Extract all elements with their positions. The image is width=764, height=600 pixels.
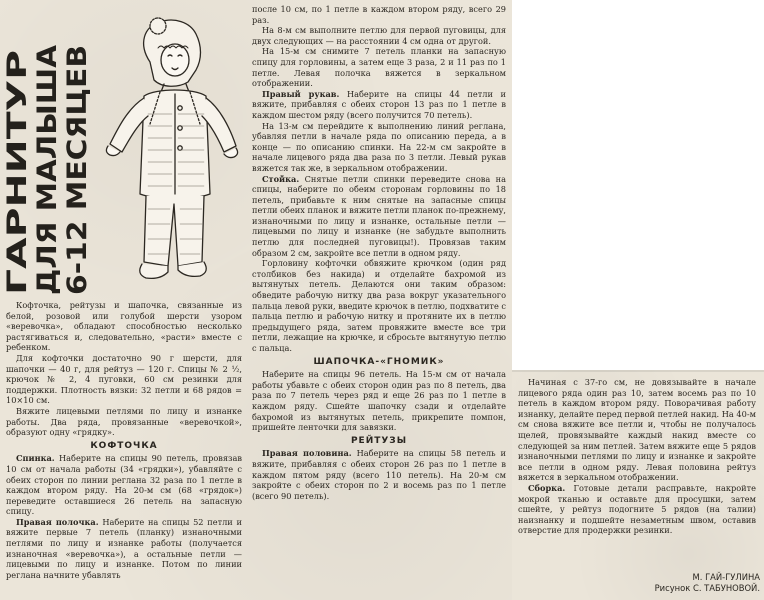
title-line-3: 6-12 МЕСЯЦЕВ bbox=[62, 68, 93, 295]
polochka-lead: Правая полочка. bbox=[16, 516, 99, 527]
column-left bbox=[6, 300, 242, 580]
right-paragraph-1: Начиная с 37-го см, не довязывайте в начале лицевого ряда один раз 10, затем восемь раз по 10 петель в каждом втором ряду. Поворачивая работу изнанку, делайте перед первой петлей накид. На 40-м см снова вяжите все петли и, чтобы не получалось щелей, провязывайте каждый накид вместе со следующей за ним петлей. Затем вяжите еще 5 рядов изнаночными петлями по лицу и изнанке и закройте все петли в одном ряду. Левая половина рейтуз вяжется в зеркальном отображении. bbox=[518, 377, 756, 483]
sborka-text: Готовые детали расправьте, накройте мокрой тканью и оставьте для просушки, затем сшейте, у рейтуз подогните 5 рядов (на талии) наизнанку и подшейте незаметным швом, оставив отверстие для продержки резинки. bbox=[518, 482, 756, 536]
intro-paragraph-2: Для кофточки достаточно 90 г шерсти, для шапочки — 40 г, для рейтуз — 120 г. Спицы № 2 ½, крючок № 2, 4 пуговки, 60 см резинки для поддержки. Плотность вязки: 32 петли и 68 рядов = 10×10 см. bbox=[6, 352, 242, 406]
reituzy-lead: Правая половина. bbox=[262, 448, 352, 459]
edge-shadow bbox=[512, 370, 764, 372]
paragraph-rukav bbox=[252, 89, 506, 121]
heading-gnomik: ШАПОЧКА-«ГНОМИК» bbox=[313, 356, 445, 367]
paragraph-stoyka-2: Горловину кофточки обвяжите крючком (один ряд столбиков без накида) и отделайте бахромой из вытянутых петель. Делаются они таким образом: обведите рабочую нитку два раза вокруг указательного пальца левой руки, введите крючок в петлю, подхватите с пальца петлю и рабочую нитку и протяните их в петлю предыдущего ряда, затем провяжите вместе все три петли, лежащие на крючке, и сбросьте вытянутую петлю с пальца. bbox=[252, 258, 506, 353]
paragraph-reituzy bbox=[252, 448, 506, 501]
intro-paragraph-1: Кофточка, рейтузы и шапочка, связанные из белой, розовой или голубой шерсти узором «веревочка», обладают способностью несколько растягиваться и, следовательно, «расти» вместе с ребенком. bbox=[6, 300, 242, 353]
reituzy-text: Наберите на спицы 58 петель и вяжите, прибавляя с обеих сторон 26 раз по 1 петле в каждом пятом ряду (всего 110 петель). На 20-м см закройте с обеих сторон по 2 и восемь раз по 1 петле (всего 90 петель). bbox=[252, 448, 506, 501]
paragraph-stoyka bbox=[252, 174, 506, 259]
credits bbox=[560, 572, 760, 594]
stoyka-text: Снятые петли спинки переведите снова на спицы, наберите по обеим сторонам горловины по 18 петель, прибавьте к ним снятые на запасные спицы петли обеих планок и вяжите петли планок по-прежнему, изнаночными по лицу и изнанке, остальные петли — лицевыми по лицу и изнанке (не забудьте выполнить петлю для последней пуговицы!). Провязав таким образом 2 см, закройте все петли в одном ряду. bbox=[252, 173, 506, 258]
spinka-lead: Спинка. bbox=[16, 453, 55, 464]
heading-kofta: КОФТОЧКА bbox=[90, 440, 158, 451]
column-right bbox=[518, 377, 756, 536]
title-line-1: ГАРНИТУР bbox=[2, 132, 33, 295]
paragraph-sborka bbox=[518, 483, 756, 536]
vertical-title bbox=[0, 10, 100, 295]
middle-paragraph-2: На 8-м см выполните петлю для первой пуговицы, для двух следующих — на расстоянии 4 см одна от другой. bbox=[252, 25, 506, 46]
rukav-lead: Правый рукав. bbox=[262, 88, 340, 99]
spinka-text: Наберите на спицы 90 петель, провязав 10 см от начала работы (34 «грядки»), убавляйте с обеих сторон по линии реглана 32 раза по 1 петле в каждом втором ряду. На 20-м см (68 «грядок») переведите оставшиеся 26 петель на запасную спицу. bbox=[6, 453, 242, 517]
paragraph-polochka bbox=[6, 517, 242, 581]
stoyka-lead: Стойка. bbox=[262, 173, 300, 184]
paragraph-spinka bbox=[6, 453, 242, 517]
paragraph-rukav-2: На 13-м см перейдите к выполнению линий реглана, убавляя петли в начале ряда по описанию переда, а в конце — по описанию спинки. На 22-м см закройте в начале лицевого ряда два раза по 3 петли. Левый рукав вяжется так же, в зеркальном отображении. bbox=[252, 120, 506, 173]
baby-illustration bbox=[98, 4, 248, 294]
rukav-text: Наберите на спицы 44 петли и вяжите, прибавляя с обеих сторон 13 раз по 1 петле в каждом шестом ряду (всего получится 70 петель). bbox=[252, 88, 506, 120]
title-line-2: ДЛЯ МАЛЫША bbox=[32, 65, 63, 295]
intro-paragraph-3: Вяжите лицевыми петлями по лицу и изнанке работы. Два ряда, провязанные «веревочкой», образуют одну «грядку». bbox=[6, 405, 242, 438]
middle-paragraph-1: после 10 см, по 1 петле в каждом втором ряду, всего 29 раз. bbox=[252, 4, 506, 25]
middle-paragraph-3: На 15-м см снимите 7 петель планки на запасную спицу для горловины, а затем еще 3 раза, 2 и 11 раз по 1 петле. Левая полочка вяжется в зеркальном отображении. bbox=[252, 46, 506, 89]
author-credit: М. ГАЙ-ГУЛИНА bbox=[692, 572, 760, 582]
heading-reituzy: РЕЙТУЗЫ bbox=[350, 435, 408, 446]
polochka-text: Наберите на спицы 52 петли и вяжите первые 7 петель (планку) изнаночными петлями по лицу и изнанке работы (получается изнаночная «веревочка»), а остальные петли — лицевыми по лицу и изнанке. Потом по линии реглана начните убавлять bbox=[6, 516, 242, 580]
paragraph-gnomik: Наберите на спицы 96 петель. На 15-м см от начала работы убавьте с обеих сторон один раз по 8 петель, два раза по 7 петель через ряд и еще 26 раз по 1 петле в каждом ряду. Сшейте шапочку сзади и отделайте бахромой из вытянутых петель, прикрепите помпон, пришейте ленточки для завязки. bbox=[252, 369, 506, 433]
artist-credit: Рисунок С. ТАБУНОВОЙ. bbox=[654, 583, 760, 593]
column-middle bbox=[252, 4, 506, 501]
sborka-lead: Сборка. bbox=[528, 482, 566, 493]
